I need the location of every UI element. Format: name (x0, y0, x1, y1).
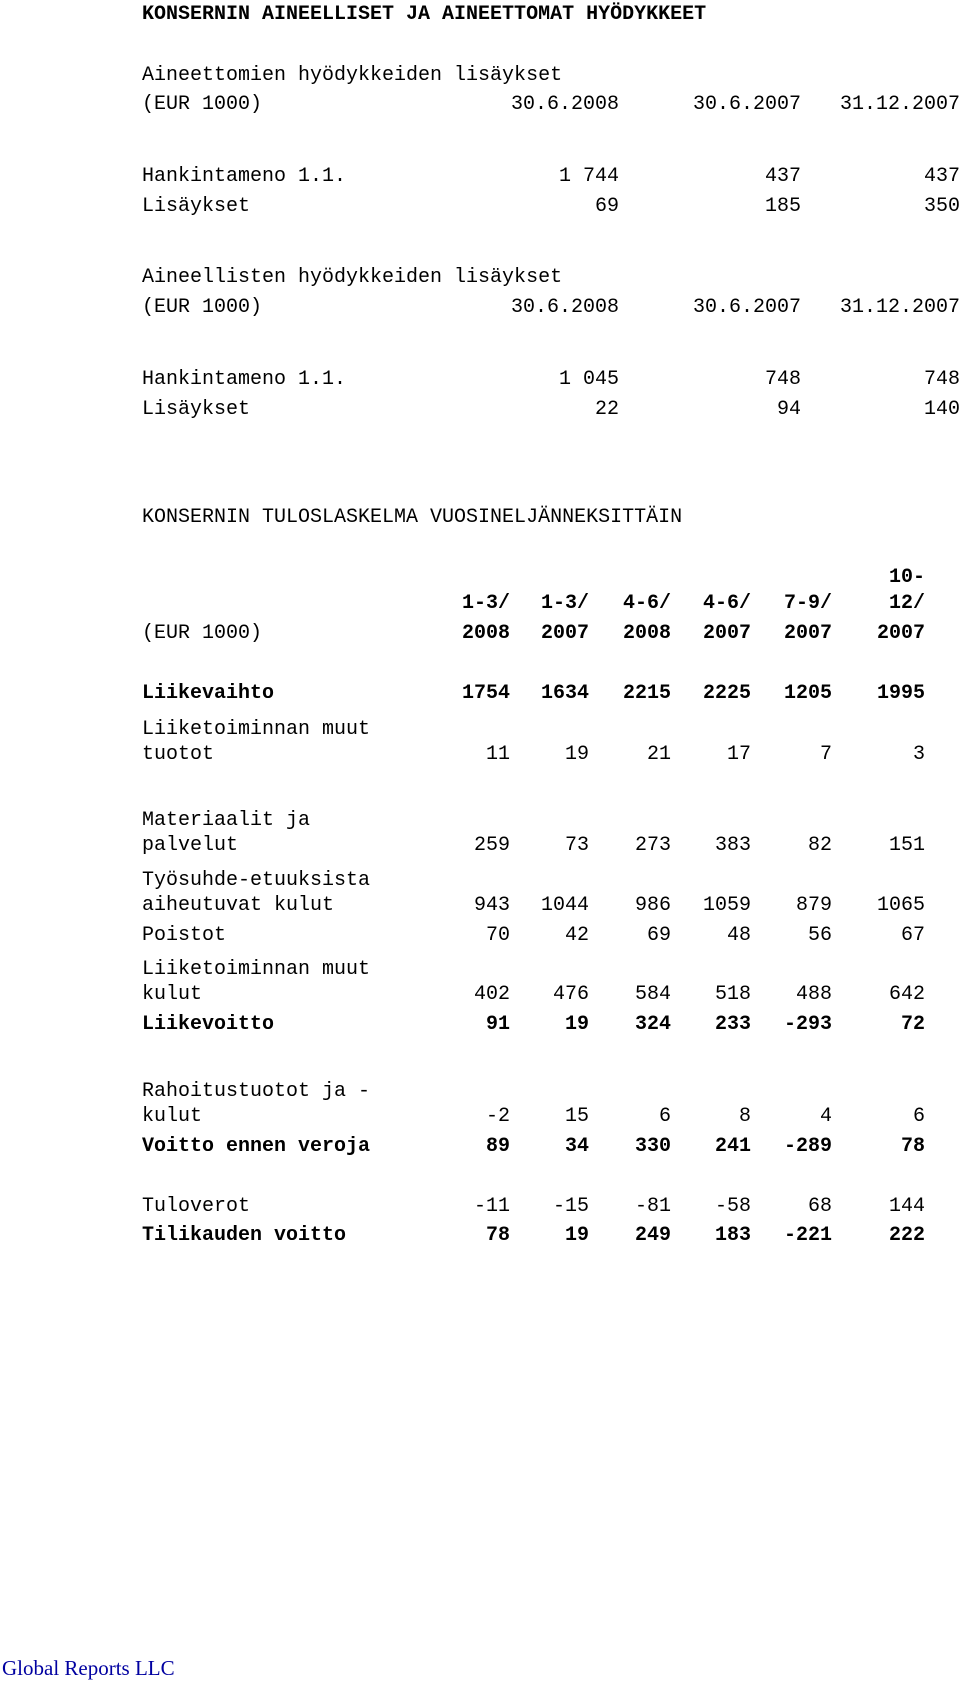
row-value: 476 (552, 983, 589, 1006)
tangible-heading: Aineellisten hyödykkeiden lisäykset (142, 266, 563, 289)
intangible-col-2: 30.6.2007 (692, 93, 801, 116)
intangible-col-3: 31.12.2007 (839, 93, 960, 116)
row-value: 7 (819, 743, 832, 766)
column-header-period: 7-9/ (783, 592, 832, 615)
row-value: 324 (634, 1013, 671, 1036)
row-value: 69 (594, 195, 619, 218)
income-title: KONSERNIN TULOSLASKELMA VUOSINELJÄNNEKSITTÄIN (142, 506, 683, 529)
column-header-period: 12/ (888, 592, 925, 615)
column-header-year: 2007 (876, 622, 925, 645)
row-value: -58 (714, 1195, 751, 1218)
row-value: 6 (658, 1105, 671, 1128)
row-value: 943 (473, 894, 510, 917)
row-value: 402 (473, 983, 510, 1006)
row-value: -293 (783, 1013, 832, 1036)
row-label-line1: Liiketoiminnan muut (142, 718, 371, 741)
row-value: 42 (564, 924, 589, 947)
row-value: 2225 (702, 682, 751, 705)
tangible-col-3: 31.12.2007 (839, 296, 960, 319)
row-value: 584 (634, 983, 671, 1006)
row-label: Lisäykset (142, 195, 251, 218)
row-value: 273 (634, 834, 671, 857)
tangible-col-1: 30.6.2008 (510, 296, 619, 319)
row-label: Hankintameno 1.1. (142, 165, 347, 188)
row-label: tuotot (142, 743, 215, 766)
row-value: 68 (807, 1195, 832, 1218)
row-value: -289 (783, 1135, 832, 1158)
row-label: kulut (142, 1105, 203, 1128)
row-value: 259 (473, 834, 510, 857)
row-value: 383 (714, 834, 751, 857)
row-value: 748 (923, 368, 960, 391)
tangible-row-acquisition (142, 367, 960, 393)
row-value: 1065 (876, 894, 925, 917)
tangible-unit: (EUR 1000) (142, 296, 263, 319)
page-title: KONSERNIN AINEELLISET JA AINEETTOMAT HYÖDYKKEET (142, 3, 707, 26)
row-value: 140 (923, 398, 960, 421)
row-value: 89 (485, 1135, 510, 1158)
row-value: 17 (726, 743, 751, 766)
column-header-year: 2008 (461, 622, 510, 645)
intangible-row-additions (142, 194, 960, 220)
row-label-line1: Materiaalit ja (142, 809, 311, 832)
row-value: 241 (714, 1135, 751, 1158)
row-value: 69 (646, 924, 671, 947)
footer-source: Global Reports LLC (2, 1656, 175, 1680)
row-value: 2215 (622, 682, 671, 705)
row-value: 82 (807, 834, 832, 857)
row-label: Liikevaihto (142, 682, 275, 705)
row-value: 19 (564, 1013, 589, 1036)
row-value: 185 (764, 195, 801, 218)
row-value: 48 (726, 924, 751, 947)
row-label: Liikevoitto (142, 1013, 275, 1036)
row-label-line1: Liiketoiminnan muut (142, 958, 371, 981)
intangible-heading: Aineettomien hyödykkeiden lisäykset (142, 64, 563, 87)
row-label: Voitto ennen veroja (142, 1135, 371, 1158)
row-value: 350 (923, 195, 960, 218)
row-value: 67 (900, 924, 925, 947)
row-value: 4 (819, 1105, 832, 1128)
row-label: kulut (142, 983, 203, 1006)
row-label: palvelut (142, 834, 239, 857)
row-value: 94 (776, 398, 801, 421)
row-label: Poistot (142, 924, 227, 947)
row-value: 748 (764, 368, 801, 391)
row-value: 986 (634, 894, 671, 917)
row-value: -15 (552, 1195, 589, 1218)
row-label: Hankintameno 1.1. (142, 368, 347, 391)
row-value: 233 (714, 1013, 751, 1036)
tangible-header-row (142, 295, 960, 321)
column-header-period: 4-6/ (702, 592, 751, 615)
row-value: 56 (807, 924, 832, 947)
row-label: Lisäykset (142, 398, 251, 421)
row-value: 3 (912, 743, 925, 766)
row-value: 73 (564, 834, 589, 857)
column-header-year: 2007 (702, 622, 751, 645)
tangible-col-2: 30.6.2007 (692, 296, 801, 319)
column-header-period: 4-6/ (622, 592, 671, 615)
row-label-line1: Työsuhde-etuuksista (142, 869, 371, 892)
row-label: Tilikauden voitto (142, 1224, 347, 1247)
row-value: -11 (473, 1195, 510, 1218)
row-label: Tuloverot (142, 1195, 251, 1218)
row-value: 488 (795, 983, 832, 1006)
row-value: 19 (564, 743, 589, 766)
row-value: 222 (888, 1224, 925, 1247)
row-value: 6 (912, 1105, 925, 1128)
intangible-row-acquisition (142, 164, 960, 190)
row-value: 1995 (876, 682, 925, 705)
row-label-line1: Rahoitustuotot ja - (142, 1080, 371, 1103)
row-value: 21 (646, 743, 671, 766)
row-value: 78 (900, 1135, 925, 1158)
row-value: 91 (485, 1013, 510, 1036)
row-value: 72 (900, 1013, 925, 1036)
row-value: 1044 (540, 894, 589, 917)
column-header-year: 2007 (783, 622, 832, 645)
row-value: 437 (764, 165, 801, 188)
row-value: 879 (795, 894, 832, 917)
row-value: 34 (564, 1135, 589, 1158)
row-value: 19 (564, 1224, 589, 1247)
income-unit: (EUR 1000) (142, 622, 263, 645)
row-value: 183 (714, 1224, 751, 1247)
column-header-period: 1-3/ (461, 592, 510, 615)
row-value: 70 (485, 924, 510, 947)
row-value: 1059 (702, 894, 751, 917)
row-value: 22 (594, 398, 619, 421)
row-value: 1634 (540, 682, 589, 705)
row-value: 437 (923, 165, 960, 188)
row-value: 78 (485, 1224, 510, 1247)
row-value: -81 (634, 1195, 671, 1218)
row-value: 518 (714, 983, 751, 1006)
row-label: aiheutuvat kulut (142, 894, 335, 917)
row-value: 151 (888, 834, 925, 857)
row-value: 11 (485, 743, 510, 766)
column-header-period: 1-3/ (540, 592, 589, 615)
row-value: 8 (738, 1105, 751, 1128)
row-value: 1 744 (558, 165, 619, 188)
intangible-col-1: 30.6.2008 (510, 93, 619, 116)
column-header-year: 2008 (622, 622, 671, 645)
row-value: -2 (485, 1105, 510, 1128)
column-header-top: 10- (888, 566, 925, 589)
column-header-year: 2007 (540, 622, 589, 645)
row-value: 1205 (783, 682, 832, 705)
intangible-unit: (EUR 1000) (142, 93, 263, 116)
row-value: 330 (634, 1135, 671, 1158)
row-value: 1754 (461, 682, 510, 705)
tangible-row-additions (142, 397, 960, 423)
row-value: 249 (634, 1224, 671, 1247)
row-value: -221 (783, 1224, 832, 1247)
row-value: 1 045 (558, 368, 619, 391)
row-value: 15 (564, 1105, 589, 1128)
row-value: 642 (888, 983, 925, 1006)
row-value: 144 (888, 1195, 925, 1218)
intangible-header-row (142, 92, 960, 118)
